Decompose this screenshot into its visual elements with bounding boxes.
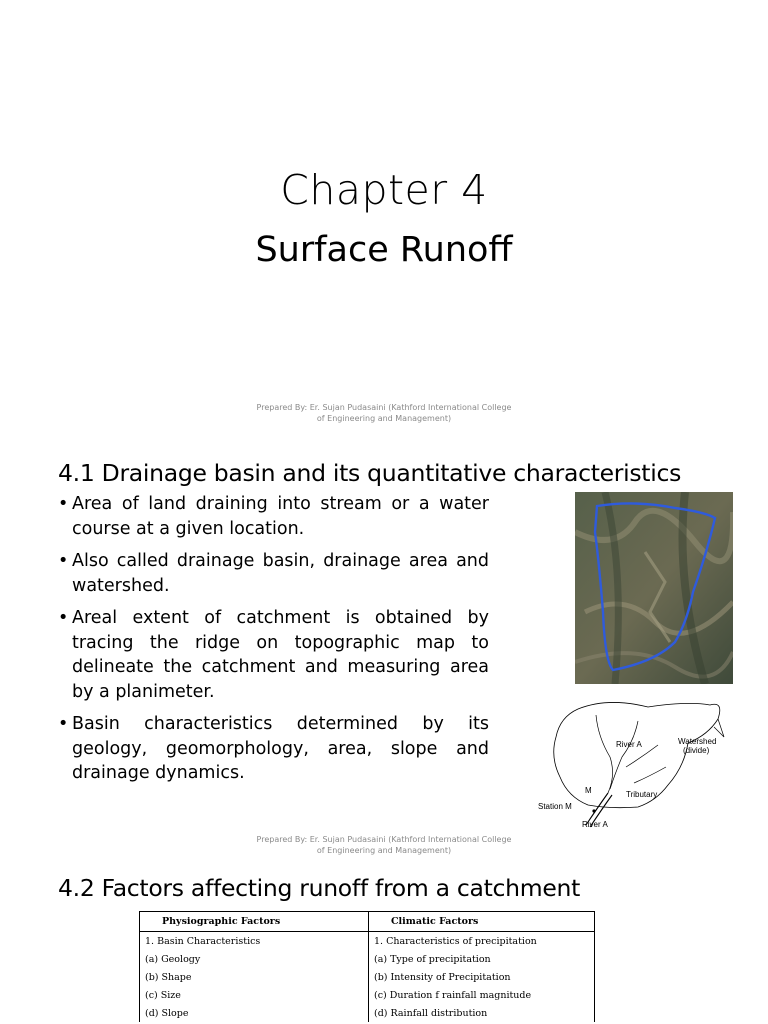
factors-slide [0,864,768,1024]
table-cell: (b) Intensity of Precipitation [369,968,595,986]
footer-line-1: Prepared By: Er. Sujan Pudasaini (Kathford International College [256,835,512,844]
table-cell: (a) Type of precipitation [369,950,595,968]
footer-line-1: Prepared By: Er. Sujan Pudasaini (Kathford International College [256,403,512,412]
label-divide: (divide) [683,746,710,755]
bullet-item: • Also called drainage basin, drainage area and watershed. [58,549,489,598]
section-heading: 4.2 Factors affecting runoff from a catchment [58,874,581,902]
table-row [140,932,595,951]
watershed-diagram [538,697,760,833]
footer-line-2: of Engineering and Management) [316,414,452,423]
slide-footer [0,834,768,856]
table-cell: (d) Rainfall distribution [369,1004,595,1022]
table-row [140,968,595,986]
label-tributary: Tributary [626,790,658,799]
bullet-item: • Area of land draining into stream or a water course at a given location. [58,492,489,541]
label-river-a-top: River A [616,740,642,749]
table-header-row [140,912,595,932]
table-cell: (c) Duration f rainfall magnitude [369,986,595,1004]
chapter-heading: Chapter 4 [280,166,488,214]
footer-line-2: of Engineering and Management) [316,846,452,855]
catchment-satellite-image [575,492,733,684]
label-m: M [585,786,592,795]
table-cell: 1. Basin Characteristics [140,932,369,951]
table-cell: 1. Characteristics of precipitation [369,932,595,951]
column-header: Climatic Factors [369,912,595,932]
table-row [140,1004,595,1022]
table-row [140,986,595,1004]
table-cell: (a) Geology [140,950,369,968]
drainage-basin-slide [0,432,768,864]
title-slide [0,0,768,432]
factors-table [139,911,595,1022]
bullet-item: • Areal extent of catchment is obtained by tracing the ridge on topographic map to delineate the catchment and measuring area by a planimeter. [58,606,489,704]
bullet-item: • Basin characteristics determined by its geology, geomorphology, area, slope and drainage dynamics. [58,712,489,786]
bullet-list [58,492,489,794]
slide-footer [0,402,768,424]
label-river-a-bottom: River A [582,820,608,829]
label-watershed: Watershed [678,737,717,746]
table-cell: (c) Size [140,986,369,1004]
table-cell: (d) Slope [140,1004,369,1022]
label-station-m: Station M [538,802,572,811]
table-row [140,950,595,968]
column-header: Physiographic Factors [140,912,369,932]
chapter-title: Surface Runoff [255,230,513,270]
table-cell: (b) Shape [140,968,369,986]
section-heading: 4.1 Drainage basin and its quantitative characteristics [58,459,682,487]
